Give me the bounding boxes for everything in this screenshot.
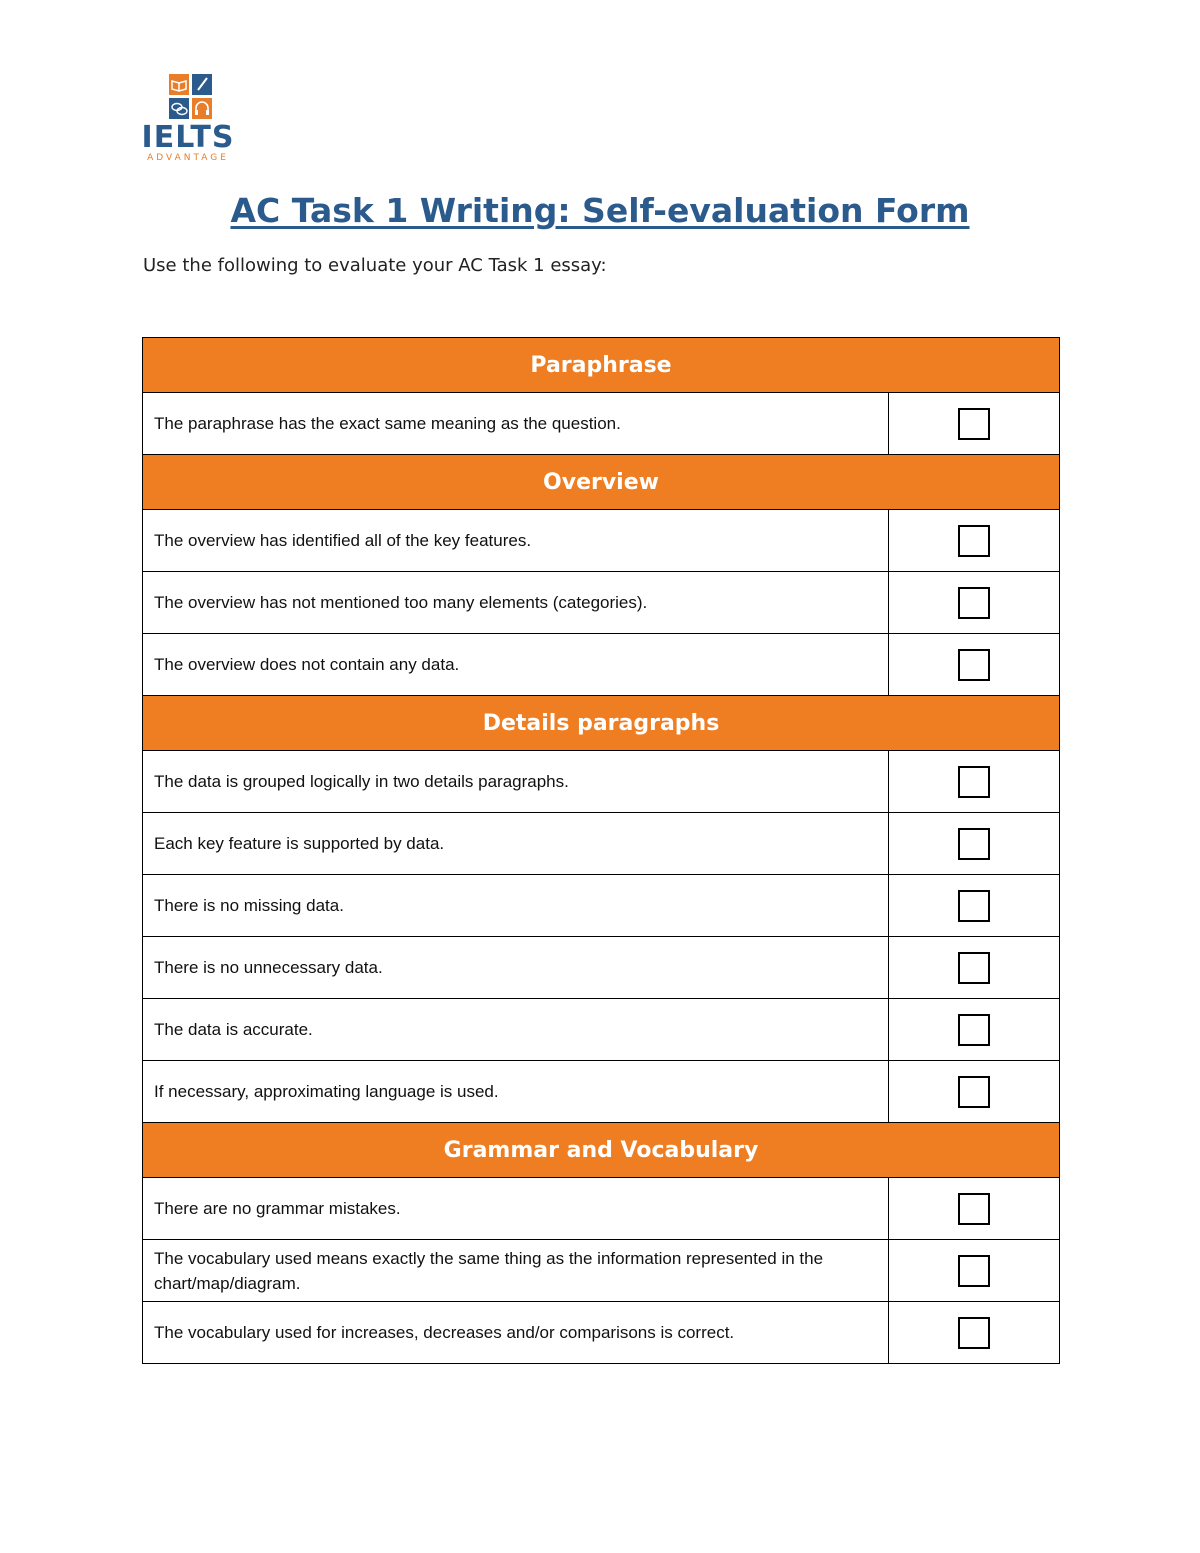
criterion-text: The overview has not mentioned too many elements (categories).: [143, 572, 889, 634]
checkbox-cell: [889, 634, 1060, 696]
checklist-row: [143, 1061, 1060, 1123]
checklist-row: [143, 1302, 1060, 1364]
pen-icon: [192, 74, 212, 95]
page-title: AC Task 1 Writing: Self-evaluation Form: [230, 191, 970, 230]
criterion-text: There is no missing data.: [143, 875, 889, 937]
criterion-text: The overview has identified all of the key features.: [143, 510, 889, 572]
criterion-text: There is no unnecessary data.: [143, 937, 889, 999]
section-header-row: [143, 455, 1060, 510]
section-header-row: [143, 1123, 1060, 1178]
criterion-text: The data is grouped logically in two details paragraphs.: [143, 751, 889, 813]
checkbox-cell: [889, 1302, 1060, 1364]
section-title: Overview: [143, 455, 1060, 510]
checkbox[interactable]: [958, 766, 990, 798]
checklist-row: [143, 813, 1060, 875]
section-header-row: [143, 338, 1060, 393]
criterion-text: There are no grammar mistakes.: [143, 1178, 889, 1240]
criterion-text: Each key feature is supported by data.: [143, 813, 889, 875]
checklist-row: [143, 393, 1060, 455]
checklist-row: [143, 937, 1060, 999]
checkbox[interactable]: [958, 828, 990, 860]
section-title: Grammar and Vocabulary: [143, 1123, 1060, 1178]
checkbox-cell: [889, 751, 1060, 813]
checkbox[interactable]: [958, 1317, 990, 1349]
checkbox[interactable]: [958, 1076, 990, 1108]
checkbox-cell: [889, 999, 1060, 1061]
checkbox[interactable]: [958, 1193, 990, 1225]
checkbox-cell: [889, 393, 1060, 455]
criterion-text: The vocabulary used for increases, decreases and/or comparisons is correct.: [143, 1302, 889, 1364]
ielts-advantage-logo: [138, 74, 238, 166]
checkbox-cell: [889, 875, 1060, 937]
headphones-icon: [192, 98, 212, 119]
checklist-row: [143, 572, 1060, 634]
checklist-row: [143, 634, 1060, 696]
self-evaluation-table: [142, 337, 1060, 1364]
checklist-row: [143, 751, 1060, 813]
section-title: Details paragraphs: [143, 696, 1060, 751]
speech-bubbles-icon: [169, 98, 189, 119]
checkbox-cell: [889, 510, 1060, 572]
criterion-text: The data is accurate.: [143, 999, 889, 1061]
checkbox-cell: [889, 1240, 1060, 1302]
checklist-row: [143, 875, 1060, 937]
checkbox[interactable]: [958, 525, 990, 557]
logo-icon-grid: [169, 74, 213, 120]
checkbox[interactable]: [958, 649, 990, 681]
checklist-row: [143, 1178, 1060, 1240]
criterion-text: The overview does not contain any data.: [143, 634, 889, 696]
checkbox-cell: [889, 1178, 1060, 1240]
checkbox-cell: [889, 572, 1060, 634]
criterion-text: If necessary, approximating language is used.: [143, 1061, 889, 1123]
checkbox-cell: [889, 813, 1060, 875]
checklist-row: [143, 999, 1060, 1061]
section-header-row: [143, 696, 1060, 751]
criterion-text: The vocabulary used means exactly the same thing as the information represented in the chart/map/diagram.: [143, 1240, 889, 1302]
checkbox[interactable]: [958, 890, 990, 922]
checklist-row: [143, 1240, 1060, 1302]
section-title: Paraphrase: [143, 338, 1060, 393]
checkbox[interactable]: [958, 408, 990, 440]
checkbox[interactable]: [958, 1014, 990, 1046]
checkbox[interactable]: [958, 587, 990, 619]
book-icon: [169, 74, 189, 95]
criterion-text: The paraphrase has the exact same meaning as the question.: [143, 393, 889, 455]
checkbox-cell: [889, 1061, 1060, 1123]
checkbox[interactable]: [958, 952, 990, 984]
logo-tagline: ADVANTAGE: [147, 153, 229, 163]
checklist-row: [143, 510, 1060, 572]
checkbox[interactable]: [958, 1255, 990, 1287]
logo-wordmark: IELTS: [141, 120, 235, 155]
checkbox-cell: [889, 937, 1060, 999]
intro-text: Use the following to evaluate your AC Task 1 essay:: [143, 255, 607, 276]
